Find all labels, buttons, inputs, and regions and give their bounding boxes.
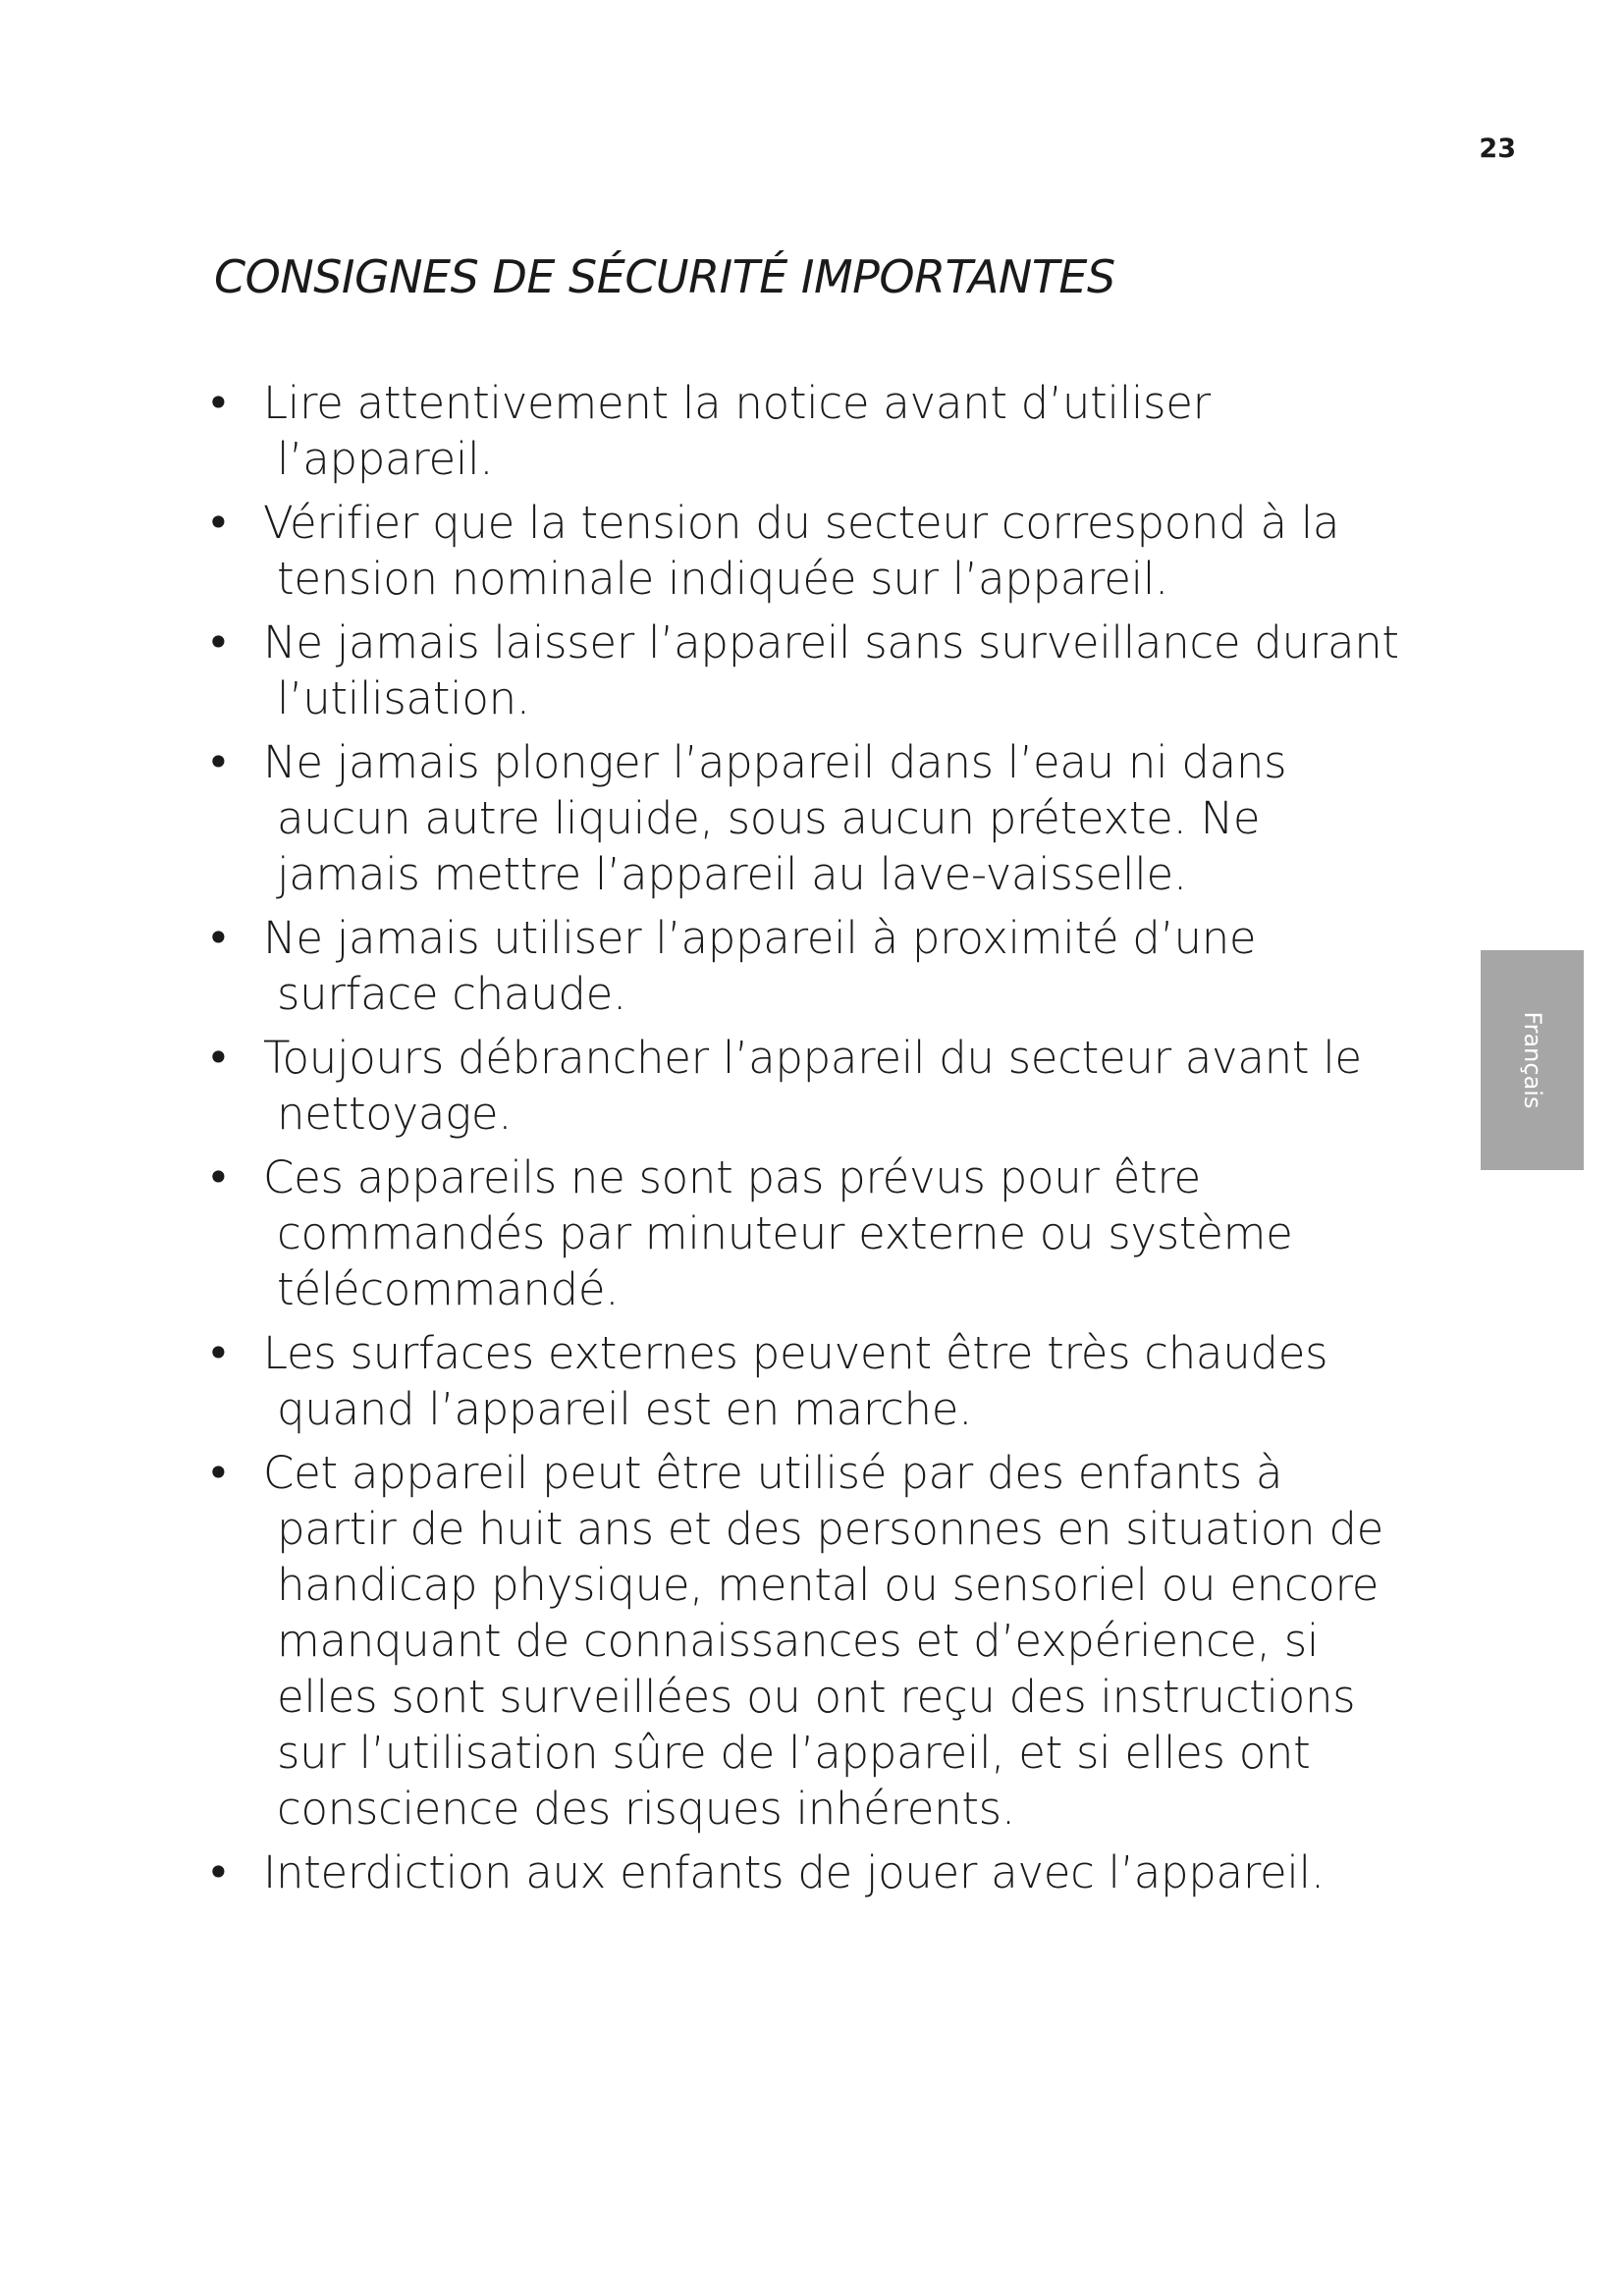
list-item-text: Ne jamais plonger l’appareil dans l’eau ni dans aucun autre liquide, sous aucun prétexte. Ne jamais mettre l’appareil au lave-vaisselle. — [263, 736, 1287, 900]
bullet-icon: • — [206, 1329, 231, 1377]
list-item — [206, 1325, 1404, 1437]
list-item — [206, 375, 1404, 487]
list-item-text: Cet appareil peut être utilisé par des enfants à partir de huit ans et des personnes en situation de handicap physique, mental ou sensoriel ou encore manquant de connaissances et d’expérience, si elles sont surveillées ou ont reçu des instructions sur l’utilisation sûre de l’appareil, et si elles ont conscience des risques inhérents. — [263, 1447, 1383, 1835]
list-item — [206, 614, 1404, 726]
list-item — [206, 734, 1404, 902]
page-title: CONSIGNES DE SÉCURITÉ IMPORTANTES — [214, 250, 1115, 303]
bullet-icon: • — [206, 914, 231, 962]
list-item — [206, 1149, 1404, 1317]
list-item — [206, 1030, 1404, 1142]
list-item — [206, 495, 1404, 607]
list-item — [206, 1445, 1404, 1837]
language-side-tab — [1481, 950, 1584, 1170]
list-item-text: Toujours débrancher l’appareil du secteur avant le nettoyage. — [263, 1032, 1362, 1140]
bullet-icon: • — [206, 499, 231, 547]
list-item-text: Les surfaces externes peuvent être très chaudes quand l’appareil est en marche. — [263, 1327, 1328, 1435]
page-number: 23 — [1479, 133, 1516, 164]
list-item — [206, 1844, 1404, 1900]
bullet-icon: • — [206, 379, 231, 427]
bullet-icon: • — [206, 618, 231, 667]
list-item-text: Interdiction aux enfants de jouer avec l’appareil. — [263, 1846, 1325, 1898]
list-item-text: Lire attentivement la notice avant d’utiliser l’appareil. — [263, 377, 1211, 485]
bullet-icon: • — [206, 738, 231, 786]
bullet-icon: • — [206, 1153, 231, 1201]
language-side-tab-label: Français — [1518, 1011, 1546, 1109]
safety-instructions-list — [206, 375, 1404, 1908]
list-item — [206, 910, 1404, 1022]
list-item-text: Vérifier que la tension du secteur correspond à la tension nominale indiquée sur l’appareil. — [263, 497, 1340, 605]
list-item-text: Ne jamais utiliser l’appareil à proximité d’une surface chaude. — [263, 912, 1257, 1020]
bullet-icon: • — [206, 1848, 231, 1896]
bullet-icon: • — [206, 1449, 231, 1497]
list-item-text: Ne jamais laisser l’appareil sans surveillance durant l’utilisation. — [263, 616, 1399, 724]
bullet-icon: • — [206, 1034, 231, 1082]
list-item-text: Ces appareils ne sont pas prévus pour être commandés par minuteur externe ou système télécommandé. — [263, 1151, 1293, 1315]
